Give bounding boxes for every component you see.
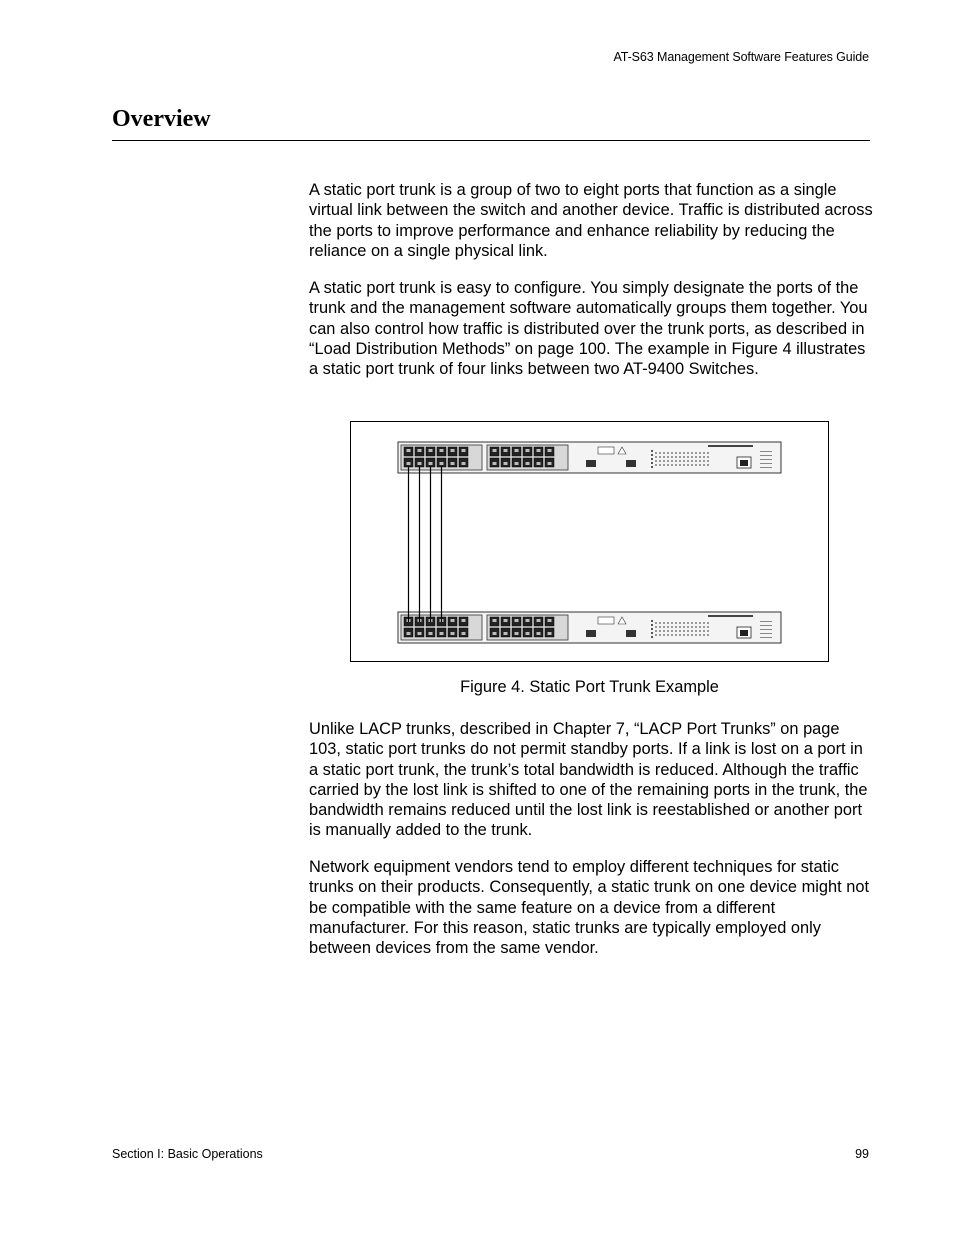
status-led xyxy=(667,460,669,462)
port-contact xyxy=(407,462,411,465)
status-label-line xyxy=(760,467,772,468)
port-contact xyxy=(504,462,508,465)
status-label-line xyxy=(760,629,772,630)
paragraph-intro: A static port trunk is a group of two to eight ports that function as a single virtual link between the switch and another device. Traffic is distributed across the ports to improve performance and enhance reliability by reducing the reliance on a single physical link. xyxy=(309,181,873,260)
status-led xyxy=(663,630,665,632)
status-led xyxy=(695,622,697,624)
status-led xyxy=(699,464,701,466)
status-led xyxy=(675,452,677,454)
status-led xyxy=(671,634,673,636)
switch-bottom xyxy=(398,612,781,643)
status-led xyxy=(675,622,677,624)
status-led xyxy=(687,622,689,624)
status-led xyxy=(671,452,673,454)
status-led xyxy=(691,622,693,624)
status-led xyxy=(679,634,681,636)
status-led xyxy=(651,458,653,460)
status-led xyxy=(707,460,709,462)
status-led xyxy=(667,634,669,636)
status-led xyxy=(655,452,657,454)
footer-section: Section I: Basic Operations xyxy=(112,1147,263,1161)
port-contact xyxy=(451,449,455,452)
status-led xyxy=(707,622,709,624)
status-led xyxy=(691,452,693,454)
status-led xyxy=(699,622,701,624)
mgmt-port-jack xyxy=(740,460,748,466)
status-led xyxy=(707,634,709,636)
sfp-slot xyxy=(626,630,636,637)
status-led xyxy=(671,460,673,462)
status-led xyxy=(655,456,657,458)
port-contact xyxy=(418,462,422,465)
status-led xyxy=(707,456,709,458)
status-led xyxy=(655,622,657,624)
status-led xyxy=(671,464,673,466)
port-contact xyxy=(515,449,519,452)
sfp-slot xyxy=(586,630,596,637)
status-led xyxy=(679,630,681,632)
port-contact xyxy=(504,449,508,452)
figure-caption: Figure 4. Static Port Trunk Example xyxy=(460,678,719,696)
status-led xyxy=(683,634,685,636)
status-led xyxy=(691,626,693,628)
running-header: AT-S63 Management Software Features Guide xyxy=(613,50,869,64)
status-led xyxy=(703,460,705,462)
status-led xyxy=(675,626,677,628)
port-contact xyxy=(515,632,519,635)
status-led xyxy=(699,634,701,636)
status-led xyxy=(667,626,669,628)
port-contact xyxy=(429,632,433,635)
port-contact xyxy=(440,449,444,452)
status-led xyxy=(679,460,681,462)
status-led xyxy=(675,630,677,632)
status-led xyxy=(683,460,685,462)
port-contact xyxy=(548,462,552,465)
status-led xyxy=(671,622,673,624)
port-contact xyxy=(418,449,422,452)
port-contact xyxy=(429,462,433,465)
status-led xyxy=(655,634,657,636)
status-led xyxy=(695,630,697,632)
status-led xyxy=(651,462,653,464)
port-contact xyxy=(548,449,552,452)
status-led xyxy=(659,464,661,466)
status-led xyxy=(695,460,697,462)
status-led xyxy=(659,622,661,624)
status-led xyxy=(663,634,665,636)
port-contact xyxy=(515,619,519,622)
status-led xyxy=(671,456,673,458)
status-led xyxy=(695,634,697,636)
footer-page-number: 99 xyxy=(855,1147,869,1161)
port-contact xyxy=(440,632,444,635)
status-led xyxy=(667,630,669,632)
status-led xyxy=(707,452,709,454)
status-led xyxy=(655,464,657,466)
status-led xyxy=(707,464,709,466)
status-led xyxy=(675,634,677,636)
status-led xyxy=(675,456,677,458)
status-led xyxy=(683,626,685,628)
status-led xyxy=(651,624,653,626)
status-led xyxy=(703,626,705,628)
status-led xyxy=(699,452,701,454)
status-led xyxy=(663,452,665,454)
port-contact xyxy=(407,632,411,635)
status-led xyxy=(687,630,689,632)
label-plate xyxy=(598,447,614,454)
port-contact xyxy=(526,632,530,635)
switch-top xyxy=(398,442,781,473)
status-led xyxy=(687,456,689,458)
port-contact xyxy=(548,619,552,622)
mgmt-port-jack xyxy=(740,630,748,636)
brand-logo xyxy=(708,615,753,617)
status-led xyxy=(675,460,677,462)
port-contact xyxy=(451,619,455,622)
status-led xyxy=(679,452,681,454)
status-led xyxy=(683,456,685,458)
port-contact xyxy=(462,619,466,622)
status-led xyxy=(691,464,693,466)
port-contact xyxy=(493,462,497,465)
port-contact xyxy=(418,632,422,635)
status-led xyxy=(671,630,673,632)
port-contact xyxy=(407,449,411,452)
status-led xyxy=(663,622,665,624)
title-rule xyxy=(112,140,870,141)
port-contact xyxy=(526,619,530,622)
status-led xyxy=(651,466,653,468)
status-led xyxy=(703,452,705,454)
status-led xyxy=(695,464,697,466)
status-led xyxy=(703,464,705,466)
sfp-slot xyxy=(586,460,596,467)
status-led xyxy=(667,456,669,458)
status-led xyxy=(659,452,661,454)
status-label-line xyxy=(760,625,772,626)
status-label-line xyxy=(760,633,772,634)
status-led xyxy=(659,634,661,636)
status-led xyxy=(683,464,685,466)
sfp-slot xyxy=(626,460,636,467)
status-led xyxy=(663,456,665,458)
status-label-line xyxy=(760,455,772,456)
status-led xyxy=(707,626,709,628)
status-led xyxy=(683,452,685,454)
status-led xyxy=(679,456,681,458)
status-led xyxy=(703,456,705,458)
port-contact xyxy=(504,619,508,622)
status-led xyxy=(691,460,693,462)
status-led xyxy=(703,622,705,624)
status-led xyxy=(651,620,653,622)
status-led xyxy=(655,460,657,462)
status-led xyxy=(655,630,657,632)
figure-static-port-trunk xyxy=(350,421,829,662)
paragraph-vendor-compat: Network equipment vendors tend to employ different techniques for static trunks on their products. Consequently, a static trunk on one device might not be compatible with the same feature on a device from a different manufacturer. For this reason, static trunks are typically employed only between devices from the same vendor. xyxy=(309,858,870,958)
page-title: Overview xyxy=(112,106,211,132)
status-led xyxy=(683,622,685,624)
status-led xyxy=(703,630,705,632)
status-led xyxy=(663,460,665,462)
port-contact xyxy=(504,632,508,635)
port-contact xyxy=(515,462,519,465)
status-led xyxy=(663,464,665,466)
port-contact xyxy=(537,619,541,622)
port-contact xyxy=(462,462,466,465)
status-led xyxy=(651,632,653,634)
label-plate xyxy=(598,617,614,624)
status-led xyxy=(695,452,697,454)
port-contact xyxy=(537,632,541,635)
port-contact xyxy=(493,619,497,622)
status-led xyxy=(687,464,689,466)
status-led xyxy=(679,622,681,624)
status-led xyxy=(659,456,661,458)
status-led xyxy=(695,626,697,628)
status-led xyxy=(699,460,701,462)
status-label-line xyxy=(760,463,772,464)
status-led xyxy=(679,464,681,466)
port-contact xyxy=(537,462,541,465)
paragraph-lacp-comparison: Unlike LACP trunks, described in Chapter 7, “LACP Port Trunks” on page 103, static port trunks do not permit standby ports. If a link is lost on a port in a static port trunk, the trunk’s total bandwidth is reduced. Although the traffic carried by the lost link is shifted to one of the remaining ports in the trunk, the bandwidth remains reduced until the lost link is reestablished or another port is manually added to the trunk. xyxy=(309,720,868,840)
status-label-line xyxy=(760,451,772,452)
brand-logo xyxy=(708,445,753,447)
status-led xyxy=(651,636,653,638)
status-label-line xyxy=(760,621,772,622)
status-led xyxy=(659,460,661,462)
status-label-line xyxy=(760,637,772,638)
status-led xyxy=(679,626,681,628)
port-contact xyxy=(493,632,497,635)
status-led xyxy=(651,628,653,630)
port-contact xyxy=(440,462,444,465)
status-led xyxy=(651,450,653,452)
status-led xyxy=(699,456,701,458)
port-contact xyxy=(526,462,530,465)
status-led xyxy=(667,622,669,624)
status-led xyxy=(699,626,701,628)
status-led xyxy=(703,634,705,636)
status-led xyxy=(683,630,685,632)
port-contact xyxy=(429,449,433,452)
status-led xyxy=(671,626,673,628)
status-led xyxy=(699,630,701,632)
port-contact xyxy=(451,462,455,465)
status-led xyxy=(659,626,661,628)
port-contact xyxy=(493,449,497,452)
figure-diagram xyxy=(351,422,828,661)
port-contact xyxy=(526,449,530,452)
status-led xyxy=(695,456,697,458)
status-led xyxy=(687,460,689,462)
status-led xyxy=(691,634,693,636)
status-led xyxy=(655,626,657,628)
status-led xyxy=(663,626,665,628)
status-led xyxy=(687,626,689,628)
status-led xyxy=(667,464,669,466)
paragraph-configure: A static port trunk is easy to configure. You simply designate the ports of the trunk and the management software automatically groups them together. You can also control how traffic is distributed over the trunk ports, as described in “Load Distribution Methods” on page 100. The example in Figure 4 illustrates a static port trunk of four links between two AT-9400 Switches. xyxy=(309,279,868,379)
port-contact xyxy=(548,632,552,635)
status-led xyxy=(667,452,669,454)
status-label-line xyxy=(760,459,772,460)
port-contact xyxy=(462,632,466,635)
status-led xyxy=(691,630,693,632)
status-led xyxy=(691,456,693,458)
port-contact xyxy=(537,449,541,452)
status-led xyxy=(651,454,653,456)
port-contact xyxy=(451,632,455,635)
status-led xyxy=(675,464,677,466)
status-led xyxy=(707,630,709,632)
status-led xyxy=(687,452,689,454)
status-led xyxy=(659,630,661,632)
port-contact xyxy=(462,449,466,452)
status-led xyxy=(687,634,689,636)
